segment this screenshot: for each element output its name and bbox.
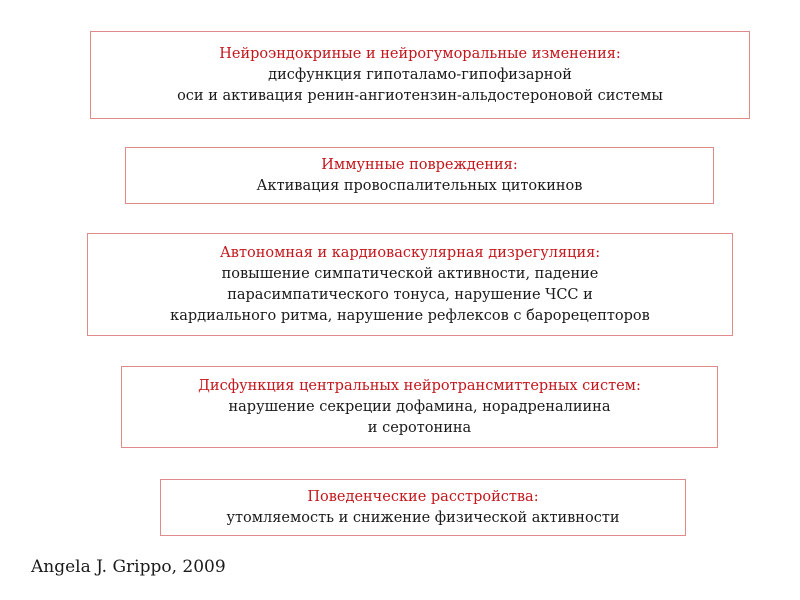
box-line: парасимпатического тонуса, нарушение ЧСС и — [227, 286, 593, 303]
box-title: Поведенческие расстройства: — [307, 488, 539, 505]
box-line: повышение симпатической активности, падение — [221, 265, 599, 282]
behavioral-box — [160, 479, 686, 536]
box-line: дисфункция гипоталамо-гипофизарной — [268, 66, 572, 83]
neuroendocrine-box — [90, 31, 750, 119]
box-line: Активация провоспалительных цитокинов — [256, 177, 583, 194]
citation: Angela J. Grippo, 2009 — [31, 557, 226, 577]
box-line: нарушение секреции дофамина, норадреналиина — [228, 398, 611, 415]
autonomic-box — [87, 233, 733, 336]
box-title: Автономная и кардиоваскулярная дизрегуляция: — [219, 244, 601, 261]
immune-box — [125, 147, 714, 204]
box-line: кардиального ритма, нарушение рефлексов с барорецепторов — [170, 307, 650, 324]
box-line: утомляемость и снижение физической активности — [226, 509, 620, 526]
box-line: и серотонина — [367, 419, 472, 436]
box-title: Дисфункция центральных нейротрансмиттерных систем: — [198, 377, 641, 394]
box-line: оси и активация ренин-ангиотензин-альдостероновой системы — [177, 87, 663, 104]
box-title: Иммунные повреждения: — [321, 156, 518, 173]
box-title: Нейроэндокриные и нейрогуморальные изменения: — [219, 45, 621, 62]
neurotransmitter-box — [121, 366, 718, 448]
